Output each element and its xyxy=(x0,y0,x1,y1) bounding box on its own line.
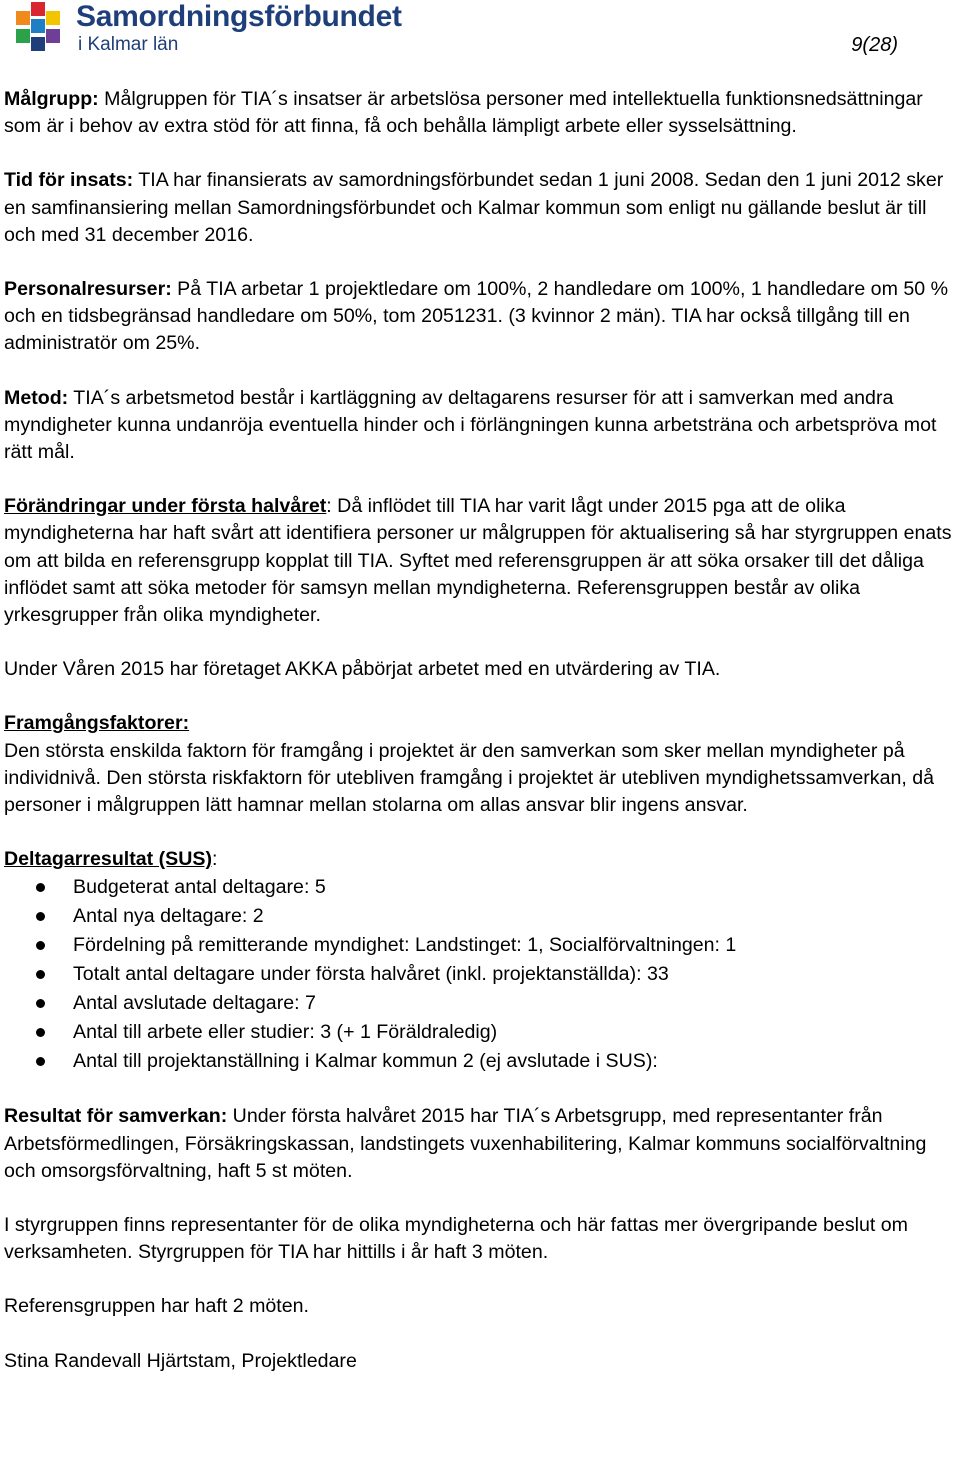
metod-label: Metod: xyxy=(4,386,69,409)
signature: Stina Randevall Hjärtstam, Projektledare xyxy=(4,1349,357,1372)
referens-paragraph: Referensgruppen har haft 2 möten. xyxy=(4,1295,309,1318)
list-item xyxy=(4,1047,960,1076)
personal-label: Personalresurser: xyxy=(4,278,172,301)
deltagar-heading-colon: : xyxy=(211,848,218,871)
logo-tile-yellow xyxy=(46,11,60,25)
bullet-icon xyxy=(36,912,45,921)
tid-text: TIA har finansierats av samordningsförbundet sedan 1 juni 2008. Sedan den 1 juni 2012 sker en samfinansiering mellan Samordningsförbundet och Kalmar kommun som enligt nu gällande beslut är till och med 31 december 2016. xyxy=(4,169,944,246)
malgrupp-label: Målgrupp: xyxy=(4,88,99,110)
list-item xyxy=(4,989,960,1018)
logo-subtitle: i Kalmar län xyxy=(78,34,179,55)
page-number: 9(28) xyxy=(851,34,898,56)
resultat-text: Under första halvåret 2015 har TIA´s Arbetsgrupp, med representanter från Arbetsförmedlingen, Försäkringskassan, landstingets vuxenhabilitering, Kalmar kommuns socialförvaltning och omsorgsförvaltning, haft 5 st möten. xyxy=(4,1105,927,1182)
list-item xyxy=(4,931,960,960)
deltagar-heading: Deltagarresultat (SUS) xyxy=(4,848,212,871)
akka-paragraph: Under Våren 2015 har företaget AKKA påbörjat arbetet med en utvärdering av TIA. xyxy=(4,658,721,681)
list-item-text: Totalt antal deltagare under första halvåret (inkl. projektanställda): 33 xyxy=(73,963,669,986)
bullet-icon xyxy=(36,883,45,892)
resultat-paragraph xyxy=(4,1103,960,1185)
deltagar-list xyxy=(4,873,960,1076)
bullet-icon xyxy=(36,970,45,979)
list-item-text: Fördelning på remitterande myndighet: Landstinget: 1, Socialförvaltningen: 1 xyxy=(73,934,737,957)
logo-tile-green xyxy=(16,29,30,43)
forandringar-label: Förändringar under första halvåret xyxy=(4,495,327,518)
bullet-icon xyxy=(36,999,45,1008)
personal-text: På TIA arbetar 1 projektledare om 100%, 2 handledare om 100%, 1 handledare om 50 % och en tidsbegränsad handledare om 50%, tom 2051231. (3 kvinnor 2 män). TIA har också tillgång till en administratör om 25%. xyxy=(4,278,948,355)
logo-mark-icon xyxy=(10,2,68,54)
styrgrupp-paragraph: I styrgruppen finns representanter för de olika myndigheterna och här fattas mer övergripande beslut om verksamheten. Styrgruppen för TIA har hittills i år haft 3 möten. xyxy=(4,1214,908,1264)
logo-tile-navy xyxy=(31,37,45,51)
logo-name: Samordningsförbundet xyxy=(76,0,402,33)
metod-text: TIA´s arbetsmetod består i kartläggning av deltagarens resurser för att i samverkan med andra myndigheter kunna undanröja eventuella hinder och i förlängningen kunna arbetsträna och arbetspröva mot rätt mål. xyxy=(4,386,937,464)
bullet-icon xyxy=(36,1028,45,1037)
list-item xyxy=(4,902,960,931)
malgrupp-paragraph xyxy=(4,86,960,140)
list-item xyxy=(4,960,960,989)
logo-tile-purple xyxy=(46,29,60,43)
bullet-icon xyxy=(36,941,45,950)
personal-paragraph xyxy=(4,276,960,358)
resultat-label: Resultat för samverkan: xyxy=(4,1105,228,1128)
forandringar-paragraph xyxy=(4,493,960,629)
list-item xyxy=(4,873,960,902)
forandringar-text: : Då inflödet till TIA har varit lågt under 2015 pga att de olika myndigheterna har haft svårt att identifiera personer ur målgruppen för aktualisering så har styrgruppen enats om att bilda en referensgrupp kopplat till TIA. Syftet med referensgruppen är att söka orsaker till det dåliga inflödet samt att söka metoder för samsyn mellan myndigheterna. Referensgruppen består av olika yrkesgrupper från olika myndigheter. xyxy=(4,495,952,627)
deltagar-heading-line xyxy=(4,846,960,873)
tid-label: Tid för insats: xyxy=(4,169,134,192)
tid-paragraph xyxy=(4,167,960,249)
logo-tile-orange xyxy=(16,11,30,25)
malgrupp-text: Målgruppen för TIA´s insatser är arbetslösa personer med intellektuella funktionsnedsättningar som är i behov av extra stöd för att finna, få och behålla lämpligt arbete eller sysselsättning. xyxy=(4,88,923,138)
metod-paragraph xyxy=(4,385,960,467)
bullet-icon xyxy=(36,1057,45,1066)
list-item-text: Antal till projektanställning i Kalmar kommun 2 (ej avslutade i SUS): xyxy=(73,1050,658,1073)
organization-logo xyxy=(10,0,402,58)
list-item xyxy=(4,1018,960,1047)
list-item-text: Antal till arbete eller studier: 3 (+ 1 Föräldraledig) xyxy=(73,1021,498,1044)
document-body xyxy=(4,86,960,1375)
list-item-text: Budgeterat antal deltagare: 5 xyxy=(73,876,326,899)
framgang-paragraph: Den största enskilda faktorn för framgång i projektet är den samverkan som sker mellan myndigheter på individnivå. Den största riskfaktorn för utebliven framgång i projektet är utebliven myndighetssamverkan, då personer i målgruppen lätt hamnar mellan stolarna om allas ansvar blir ingens ansvar. xyxy=(4,739,935,817)
logo-tile-red xyxy=(31,2,45,16)
list-item-text: Antal nya deltagare: 2 xyxy=(73,905,264,928)
list-item-text: Antal avslutade deltagare: 7 xyxy=(73,992,316,1015)
logo-tile-blue xyxy=(31,19,45,33)
framgang-heading: Framgångsfaktorer: xyxy=(4,712,190,735)
